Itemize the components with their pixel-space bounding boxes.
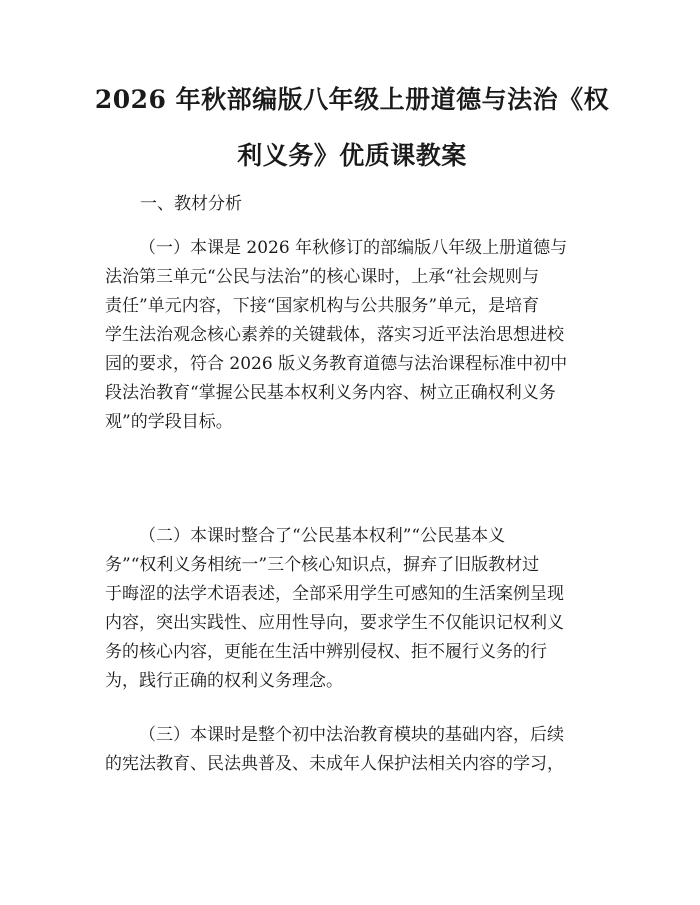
- title-line-2: 利义务》优质课教案: [237, 141, 467, 170]
- paragraph-line: 法治第三单元“公民与法治”的核心课时，上承“社会规则与: [105, 267, 540, 287]
- paragraph-line: 观”的学段目标。: [105, 412, 233, 432]
- paragraph-line: 园的要求，符合 2026 版义务教育道德与法治课程标准中初中: [105, 354, 568, 374]
- paragraph-3: [105, 721, 605, 779]
- paragraph-line: （三）本课时是整个初中法治教育模块的基础内容，后续: [139, 725, 564, 745]
- paragraph-1: [105, 234, 605, 437]
- section-heading: 一、教材分析: [140, 194, 242, 214]
- paragraph-line: （二）本课时整合了“公民基本权利”“公民基本义: [139, 526, 506, 546]
- paragraph-line: 务”“权利义务相统一”三个核心知识点，摒弃了旧版教材过: [105, 555, 540, 575]
- paragraph-line: 学生法治观念核心素养的关键载体，落实习近平法治思想进校: [105, 325, 564, 345]
- paragraph-line: 段法治教育“掌握公民基本权利义务内容、树立正确权利义务: [105, 383, 556, 403]
- paragraph-line: 务的核心内容，更能在生活中辨别侵权、拒不履行义务的行: [105, 642, 547, 662]
- paragraph-line: 的宪法教育、民法典普及、未成年人保护法相关内容的学习，: [105, 754, 564, 774]
- paragraph-line: 内容，突出实践性、应用性导向，要求学生不仅能识记权利义: [105, 613, 564, 633]
- paragraph-line: 于晦涩的法学术语表述，全部采用学生可感知的生活案例呈现: [105, 584, 564, 604]
- title-line-1: 2026 年秋部编版八年级上册道德与法治《权: [94, 85, 610, 114]
- document-title: [92, 72, 612, 184]
- paragraph-2: [105, 522, 605, 696]
- paragraph-line: 责任”单元内容，下接“国家机构与公共服务”单元，是培育: [105, 296, 540, 316]
- paragraph-line: 为，践行正确的权利义务理念。: [105, 671, 343, 691]
- paragraph-line: （一）本课是 2026 年秋修订的部编版八年级上册道德与: [139, 238, 568, 258]
